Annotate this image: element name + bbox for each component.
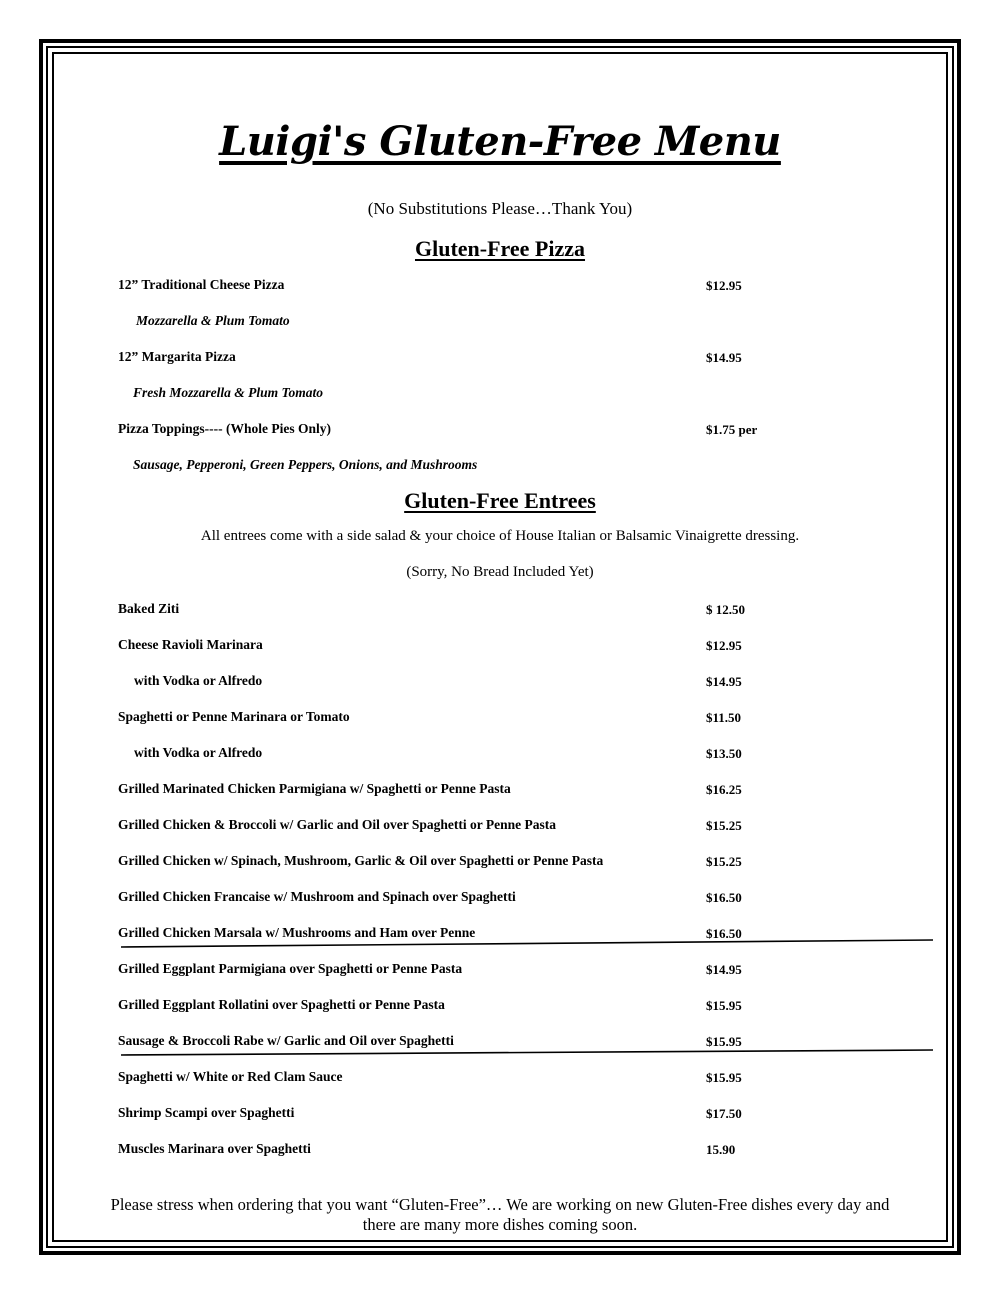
menu-item-price: $15.95	[706, 998, 742, 1013]
menu-item-price: $16.25	[706, 782, 742, 797]
menu-item-name: Grilled Chicken Francaise w/ Mushroom and Spinach over Spaghetti	[118, 889, 516, 904]
divider-line	[121, 1050, 933, 1055]
menu-item-price: $14.95	[706, 962, 742, 977]
menu-item-name: Grilled Eggplant Parmigiana over Spaghetti or Penne Pasta	[118, 961, 463, 976]
menu-item-description: Mozzarella & Plum Tomato	[136, 313, 290, 328]
menu-item-name: Shrimp Scampi over Spaghetti	[118, 1105, 295, 1120]
menu-item-name: Spaghetti or Penne Marinara or Tomato	[118, 709, 350, 724]
menu-item-price: $14.95	[706, 674, 742, 689]
menu-title: Luigi's Gluten-Free Menu	[219, 118, 781, 165]
menu-item-name: Grilled Eggplant Rollatini over Spaghetti or Penne Pasta	[118, 997, 445, 1012]
menu-item-price: $ 12.50	[706, 602, 745, 617]
menu-item-price: $15.25	[706, 818, 742, 833]
menu-item-name: Spaghetti w/ White or Red Clam Sauce	[118, 1069, 343, 1084]
menu-item-price: $13.50	[706, 746, 742, 761]
menu-item-name: Muscles Marinara over Spaghetti	[118, 1141, 311, 1156]
menu-item-name: 12” Traditional Cheese Pizza	[118, 277, 285, 292]
menu-item-price: $15.95	[706, 1070, 742, 1085]
menu-item-price: $15.95	[706, 1034, 742, 1049]
footer-note: Please stress when ordering that you want “Gluten-Free”… We are working on new Gluten-Free dishes every day and there are many more dishes coming soon.	[110, 1195, 890, 1234]
menu-item-name: Grilled Chicken & Broccoli w/ Garlic and Oil over Spaghetti or Penne Pasta	[118, 817, 556, 832]
menu-item-description: Fresh Mozzarella & Plum Tomato	[133, 385, 324, 400]
menu-item-description: Sausage, Pepperoni, Green Peppers, Onions, and Mushrooms	[133, 457, 478, 472]
menu-item-price: 15.90	[706, 1142, 736, 1157]
menu-item-name: with Vodka or Alfredo	[134, 745, 263, 760]
entrees-section-heading: Gluten-Free Entrees	[404, 488, 596, 513]
pizza-section-heading: Gluten-Free Pizza	[414, 236, 586, 261]
menu-item-price: $12.95	[706, 278, 742, 293]
menu-item-name: Baked Ziti	[118, 601, 180, 616]
menu-item-price: $16.50	[706, 926, 742, 941]
menu-item-name: Sausage & Broccoli Rabe w/ Garlic and Oil over Spaghetti	[118, 1033, 454, 1048]
menu-item-name: Grilled Chicken Marsala w/ Mushrooms and Ham over Penne	[118, 925, 476, 940]
bread-note: (Sorry, No Bread Included Yet)	[406, 564, 594, 580]
menu-item-name: Pizza Toppings---- (Whole Pies Only)	[118, 421, 332, 436]
menu-item-price: $16.50	[706, 890, 742, 905]
menu-item-price: $15.25	[706, 854, 742, 869]
menu-item-name: with Vodka or Alfredo	[134, 673, 263, 688]
menu-item-price: $14.95	[706, 350, 742, 365]
menu-item-price: $11.50	[706, 710, 742, 725]
menu-item-name: Grilled Chicken w/ Spinach, Mushroom, Garlic & Oil over Spaghetti or Penne Pasta	[118, 853, 604, 868]
menu-item-price: $12.95	[706, 638, 742, 653]
menu-item-price: $1.75 per	[706, 422, 758, 437]
menu-subtitle: (No Substitutions Please…Thank You)	[367, 199, 633, 218]
entrees-note: All entrees come with a side salad & your choice of House Italian or Balsamic Vinaigrette dressing.	[200, 528, 800, 544]
menu-item-name: Grilled Marinated Chicken Parmigiana w/ Spaghetti or Penne Pasta	[118, 781, 511, 796]
menu-item-price: $17.50	[706, 1106, 742, 1121]
menu-item-name: 12” Margarita Pizza	[118, 349, 236, 364]
menu-item-name: Cheese Ravioli Marinara	[118, 637, 263, 652]
divider-line	[121, 940, 933, 947]
